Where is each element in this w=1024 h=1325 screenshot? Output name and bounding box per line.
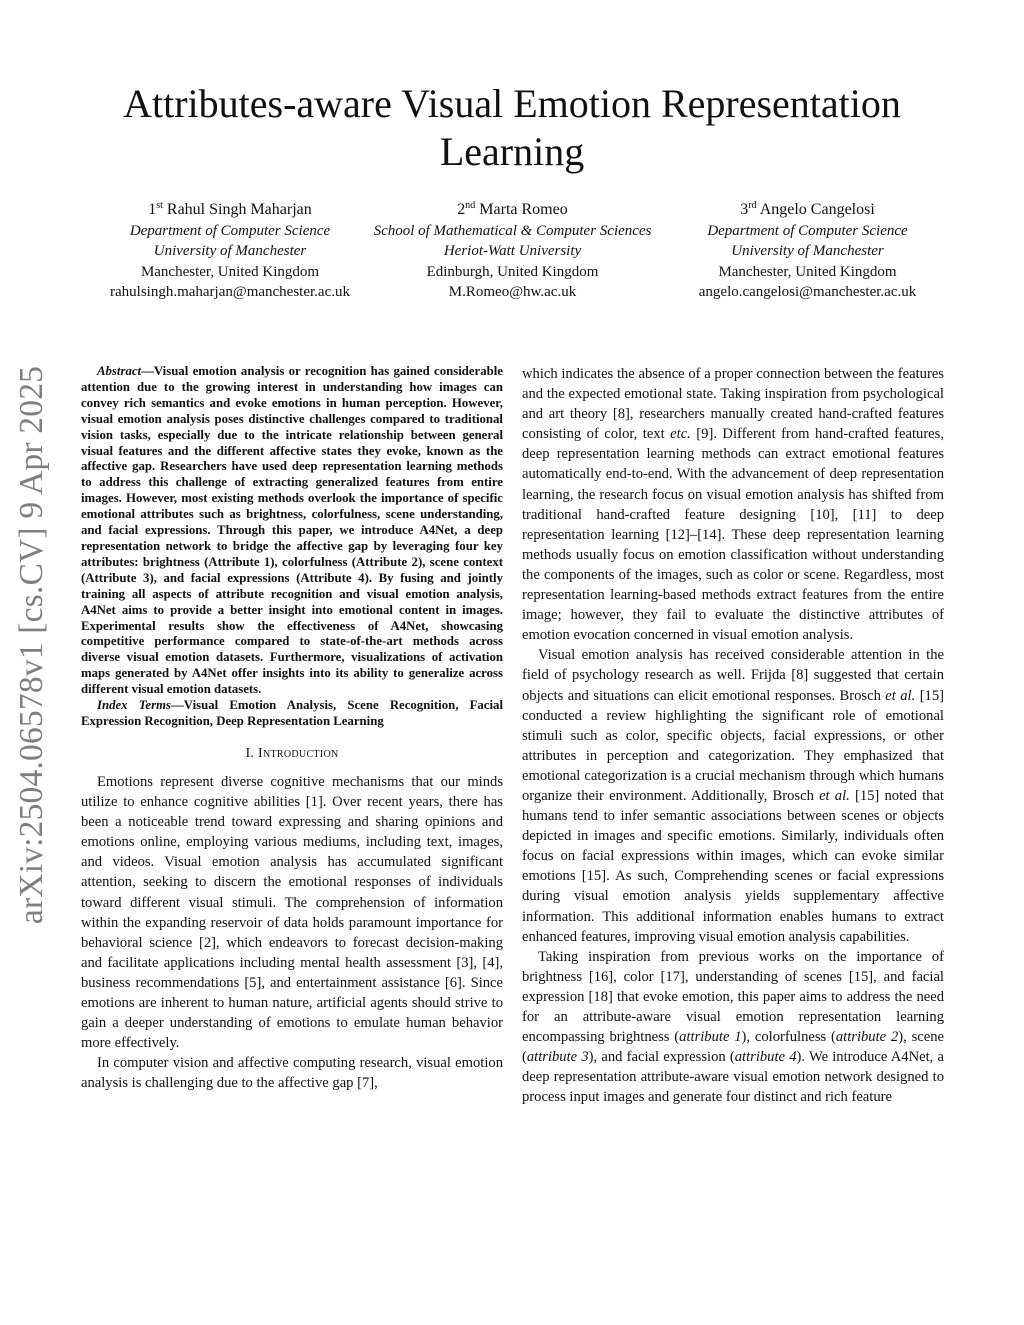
author-email: angelo.cangelosi@manchester.ac.uk [698, 284, 917, 300]
author-2 [360, 200, 665, 303]
author-institution: University of Manchester [731, 243, 884, 259]
arxiv-identifier-stamp [8, 360, 56, 930]
index-terms-text: —Visual Emotion Analysis, Scene Recognition, Facial Expression Recognition, Deep Representation Learning [81, 698, 503, 728]
index-terms-label: Index Terms [97, 698, 171, 713]
paper-title: Attributes-aware Visual Emotion Representation Learning [123, 81, 901, 174]
author-location: Manchester, United Kingdom [718, 263, 897, 280]
author-3 [670, 200, 945, 303]
index-terms [81, 698, 503, 730]
author-name: 1st Rahul Singh Maharjan [148, 200, 312, 218]
intro-paragraph-2: In computer vision and affective computing research, visual emotion analysis is challenging due to the affective gap [7], [81, 1055, 503, 1092]
author-institution: Heriot-Watt University [443, 243, 582, 259]
author-1 [80, 200, 380, 303]
abstract-label: Abstract [97, 364, 142, 378]
author-name: 3rd Angelo Cangelosi [740, 200, 875, 218]
arxiv-identifier-text: arXiv:2504.06578v1 [cs.CV] 9 Apr 2025 [13, 365, 50, 925]
author-name: 2nd Marta Romeo [457, 200, 568, 218]
author-email: rahulsingh.maharjan@manchester.ac.uk [110, 284, 350, 300]
intro-paragraph-4: Visual emotion analysis has received considerable attention in the field of psychology research as well. Frijda [8] suggested that certain objects and situations can elicit emotional responses. Brosch et al. [15] conducted a review highlighting the significant role of emotional stimuli such as color, specific objects, facial expressions, or other attributes in perception and categorization. They emphasized that emotional categorization is a crucial mechanism through which humans organize their environment. Additionally, Brosch et al. [15] noted that humans tend to infer semantic associations between scenes or objects depicted in images and specific emotions. Similarly, individuals often focus on facial expressions within images, which can evoke similar emotions [15]. As such, Comprehending scenes or facial expressions during visual emotion analysis yields supplementary affective information. This additional information enables humans to extract enhanced features, improving visual emotion analysis capabilities. [522, 647, 945, 945]
left-column [81, 364, 503, 1093]
right-column [522, 364, 944, 1107]
author-institution: University of Manchester [153, 243, 307, 259]
abstract [81, 364, 503, 698]
author-department: Department of Computer Science [129, 222, 331, 239]
author-block [80, 200, 944, 310]
author-email: M.Romeo@hw.ac.uk [448, 284, 577, 300]
section-heading-introduction: I. Introduction [245, 745, 339, 761]
author-location: Manchester, United Kingdom [140, 263, 320, 280]
author-location: Edinburgh, United Kingdom [426, 263, 599, 280]
intro-paragraph-1: Emotions represent diverse cognitive mechanisms that our minds utilize to enhance cognitive abilities [1]. Over recent years, there has been a noticeable trend toward expressing and sharing opinions and emotions online, employing various mediums, including text, images, and videos. Visual emotion analysis has accumulated significant attention, seeking to discern the emotional responses of individuals toward different visual stimuli. The comprehension of information within the expanding reservoir of data holds paramount importance for behavioral science [2], which endeavors to forecast decision-making and facilitate applications including mental health assessment [3], [4], business recommendations [5], and entertainment assistance [6]. Since emotions are inherent to human nature, artificial agents should strive to gain a deeper understanding of emotions to emulate human behavior more effectively. [81, 773, 503, 1052]
author-department: School of Mathematical & Computer Sciences [373, 222, 652, 239]
abstract-text: —Visual emotion analysis or recognition has gained considerable attention due to the growing interest in understanding how images can convey rich semantics and evoke emotions in human perception. However, visual emotion analysis poses distinctive challenges compared to traditional vision tasks, especially due to the intricate relationship between general visual features and the different affective states they evoke, known as the affective gap. Researchers have used deep representation learning methods to address this challenge of extracting generalized features from entire images. However, most existing methods overlook the importance of specific emotional attributes such as brightness, colorfulness, scene understanding, and facial expressions. Through this paper, we introduce A4Net, a deep representation network to bridge the affective gap by leveraging four key attributes: brightness (Attribute 1), colorfulness (Attribute 2), scene context (Attribute 3), and facial expressions (Attribute 4). By fusing and jointly training all aspects of attribute recognition and visual emotion analysis, A4Net aims to provide a better insight into emotional content in images. Experimental results show the effectiveness of A4Net, showcasing competitive performance compared to state-of-the-art methods across diverse visual emotion datasets. Furthermore, visualizations of activation maps generated by A4Net offer insights into its ability to generalize across different visual emotion datasets. [81, 364, 503, 697]
author-department: Department of Computer Science [707, 222, 908, 239]
intro-paragraph-3: which indicates the absence of a proper connection between the features and the expected emotional state. Taking inspiration from psychological and art theory [8], researchers manually created hand-crafted features consisting of color, text etc. [9]. Different from hand-crafted features, deep representation learning methods can extract emotional features automatically end-to-end. With the advancement of deep representation learning, the research focus on visual emotion analysis has shifted from traditional hand-crafted feature designing [10], [11] to deep representation learning [12]–[14]. These deep representation learning methods usually focus on emotion classification without understanding the components of the images, such as color or scene. Regardless, most representation learning-based methods extract features from the entire image; however, they fail to evaluate the distinctive attributes of emotion evocation concerned in visual emotion analysis. [522, 366, 944, 644]
intro-paragraph-5: Taking inspiration from previous works on the importance of brightness [16], color [17], understanding of scenes [15], and facial expression [18] that evoke emotion, this paper aims to address the need for an attribute-aware visual emotion representation learning encompassing brightness (attribute 1), colorfulness (attribute 2), scene (attribute 3), and facial expression (attribute 4). We introduce A4Net, a deep representation attribute-aware visual emotion network designed to process input images and generate four distinct and rich feature [522, 948, 945, 1106]
